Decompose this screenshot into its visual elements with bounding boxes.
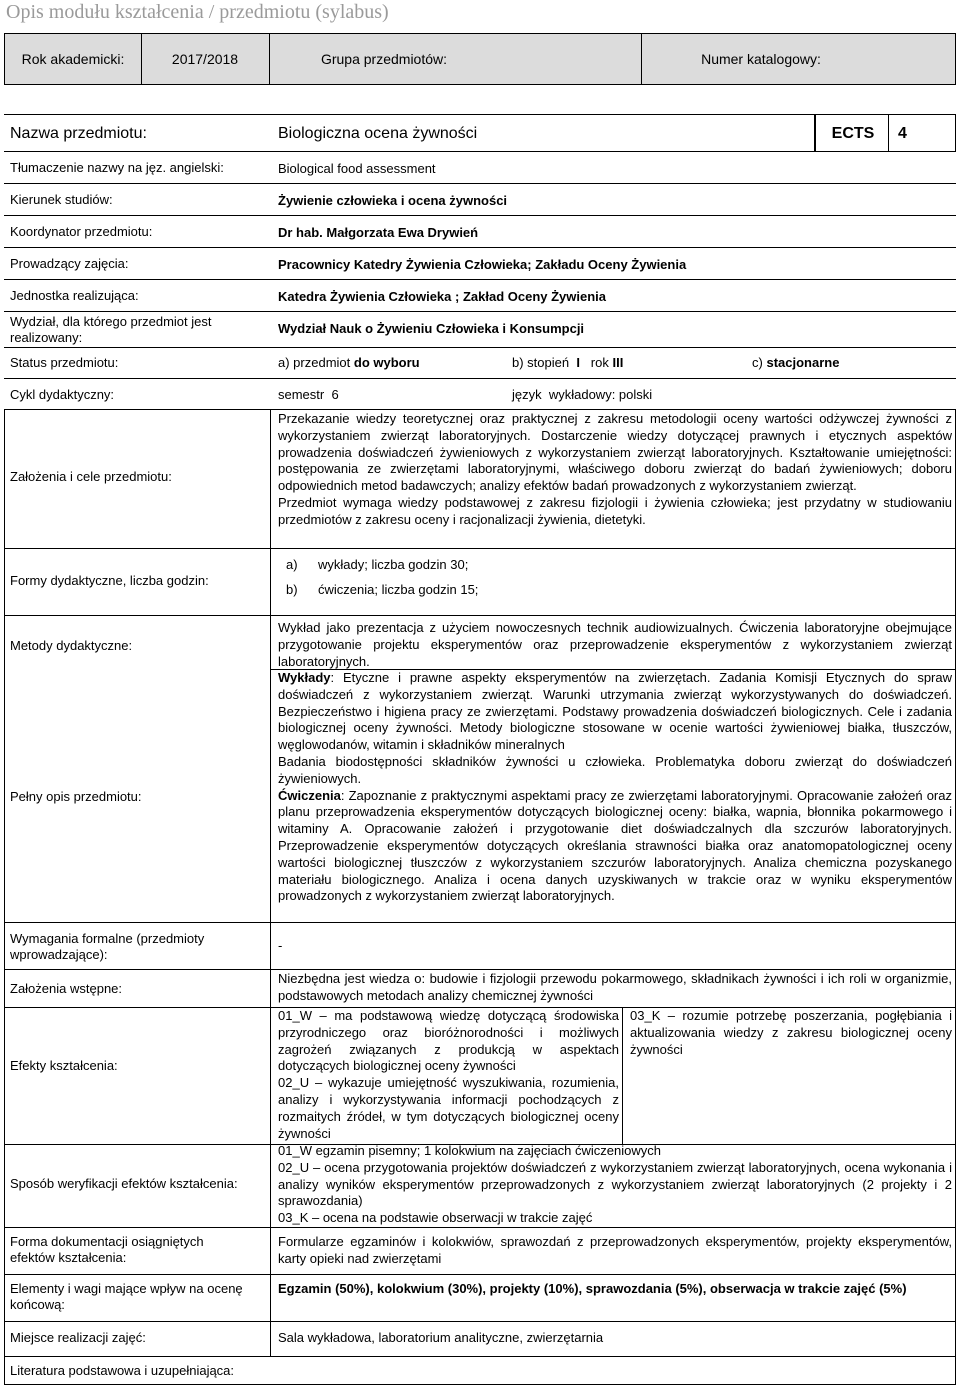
goals-paragraph-1: Przekazanie wiedzy teoretycznej oraz praktycznej z zakresu metodologii oceny wartości odżywczej żywności z wykorzystaniem zwierząt laboratoryjnych. Dostarczenie wiedzy dotyczącej prawnych i etycznych aspektów prowadzenia doświadczeń żywieniowych z wykorzystaniem zwierząt laboratoryjnych. Kształtowanie umiejętności: postępowania ze zwierzętami laboratoryjnymi, właściwego doboru zwierząt do badań żywieniowych; doboru odpowiednich metod badawczych; analizy efektów badań prowadzonych z wykorzystaniem zwierząt. xyxy=(278,411,952,494)
forms-item-b-text: ćwiczenia; liczba godzin 15; xyxy=(318,582,479,597)
outcome-03-k: 03_K – rozumie potrzebę poszerzania, pogłębiania i aktualizowania wiedzy z zakresu biologicznej oceny żywności xyxy=(630,1008,952,1057)
status-b-year: III xyxy=(612,355,624,370)
verification-label: Sposób weryfikacji efektów kształcenia: xyxy=(10,1176,238,1191)
status-b xyxy=(512,355,623,371)
forms-item-a-text: wykłady; liczba godzin 30; xyxy=(318,557,469,572)
documentation-label: Forma dokumentacji osiągniętych efektów kształcenia: xyxy=(10,1234,204,1266)
lectures-text: : Etyczne i prawne aspekty eksperymentów na zwierzętach. Zadania Komisji Etycznych do spraw doświadczeń z wykorzystaniem zwierząt. Warunki utrzymania zwierząt wykorzystywanych do doświadczeń. Bezpieczeństwo i higiena pracy ze zwierzętami. Podstawy prowadzenia doświadczeń biologicznych. Cele i zadania biologicznej oceny żywności. Metody biologiczne stosowane w ocenie wartości żywieniowej białka, tłuszczów, węglowodanów, witamin i składników mineralnych xyxy=(278,670,952,753)
outcome-02-u: 02_U – wykazuje umiejętność wyszukiwania, rozumienia, analizy i wykorzystywania informacji pochodzących z rozmaitych źródeł, w tym dotyczących biologicznej oceny żywności xyxy=(278,1075,619,1141)
full-description-text xyxy=(278,670,952,905)
verification-line-1: 01_W egzamin pisemny; 1 kolokwium na zajęciach ćwiczeniowych xyxy=(278,1143,661,1158)
learning-outcomes-left xyxy=(278,1008,619,1142)
literature-label: Literatura podstawowa i uzupełniająca: xyxy=(10,1363,235,1378)
location-label: Miejsce realizacji zajęć: xyxy=(10,1330,146,1345)
methods-label: Metody dydaktyczne: xyxy=(10,638,133,653)
status-label: Status przedmiotu: xyxy=(10,355,119,370)
ects-value: 4 xyxy=(898,125,907,142)
document-title: Opis modułu kształcenia / przedmiotu (sylabus) xyxy=(6,1,389,23)
subject-group-label: Grupa przedmiotów: xyxy=(320,51,448,67)
verification-line-2: 02_U – ocena przygotowania projektów doświadczeń z wykorzystaniem zwierząt laboratoryjnych, ocena wykonania i analizy wyników eksperymentów przeprowadzonych z wykorzystaniem zwierząt laboratoryjnych (2 projekty i 2 sprawozdania) xyxy=(278,1159,952,1209)
forms-item-a-letter: a) xyxy=(286,557,298,572)
info-label-unit: Jednostka realizująca: xyxy=(10,288,139,303)
subject-name-value: Biologiczna ocena żywności xyxy=(278,125,478,142)
prerequisites-label: Założenia wstępne: xyxy=(10,981,123,996)
documentation-value: Formularze egzaminów i kolokwiów, sprawozdań z przeprowadzonych eksperymentów, projekty eksperymentów, karty opieki nad zwierzętami xyxy=(278,1234,952,1266)
info-label-coordinator: Koordynator przedmiotu: xyxy=(10,224,153,239)
info-value-coordinator: Dr hab. Małgorzata Ewa Drywień xyxy=(278,225,479,240)
learning-outcomes-label: Efekty kształcenia: xyxy=(10,1058,118,1073)
status-c xyxy=(752,355,839,371)
verification-line-3: 03_K – ocena na podstawie obserwacji w trakcie zajęć xyxy=(278,1210,593,1226)
info-value-faculty: Wydział Nauk o Żywieniu Człowieka i Konsumpcji xyxy=(278,321,585,336)
formal-requirements-label: Wymagania formalne (przedmioty wprowadzające): xyxy=(10,931,205,963)
grading-value: Egzamin (50%), kolokwium (30%), projekty (10%), sprawozdania (5%), obserwacja w trakcie zajęć (5%) xyxy=(278,1281,907,1296)
info-value-teachers: Pracownicy Katedry Żywienia Człowieka; Zakładu Oceny Żywienia xyxy=(278,257,687,272)
location-value: Sala wykładowa, laboratorium analityczne, zwierzętarnia xyxy=(278,1330,604,1345)
goals-paragraph-2: Przedmiot wymaga wiedzy podstawowej z zakresu fizjologii i żywienia człowieka; jest przydatny w studiowaniu przedmiotów z zakresu oceny i racjonalizacji żywienia, dietetyki. xyxy=(278,494,952,527)
ects-label: ECTS xyxy=(831,125,875,142)
academic-year-label: Rok akademicki: xyxy=(21,51,125,67)
exercises-text: : Zapoznanie z praktycznymi aspektami pracy ze zwierzętami laboratoryjnymi. Opracowanie założeń oraz planu przeprowadzenia eksperymentów dotyczących biologicznej oceny: białka, wapnia, błonnika pokarmowego i witaminy A. Opracowanie założeń i przygotowanie diet doświadczalnych dla szczurów laboratoryjnych. Przeprowadzenie eksperymentów dotyczących określania strawności białka oraz anatomopatologicznej oceny wartości biologicznej tłuszczów z wykorzystaniem szczurów laboratoryjnych. Analiza chemiczna pozyskanego materiału biologicznego. Analiza i ocena danych uzyskiwanych w trakcie oraz w wyniku eksperymentów prowadzonych z wykorzystaniem zwierząt laboratoryjnych. xyxy=(278,787,952,904)
full-description-label: Pełny opis przedmiotu: xyxy=(10,789,142,804)
outcome-01-w: 01_W – ma podstawową wiedzę dotyczącą środowiska przyrodniczego oraz bioróżnorodności i możliwych zagrożeń związanych z produkcją w aspektach dotyczących biologicznej oceny żywności xyxy=(278,1008,619,1074)
forms-item-b-letter: b) xyxy=(286,582,298,597)
info-value-unit: Katedra Żywienia Człowieka ; Zakład Oceny Żywienia xyxy=(278,289,607,304)
info-value-field: Żywienie człowieka i ocena żywności xyxy=(278,193,508,208)
formal-requirements-value: - xyxy=(278,938,283,953)
status-c-prefix: c) xyxy=(752,355,763,370)
status-b-prefix: b) stopień xyxy=(512,355,570,370)
info-label-faculty: Wydział, dla którego przedmiot jest realizowany: xyxy=(10,314,212,346)
status-b-year-label: rok xyxy=(590,355,609,370)
subject-name-label: Nazwa przedmiotu: xyxy=(10,125,147,142)
exercises-heading: Ćwiczenia xyxy=(278,787,341,803)
info-value-translation: Biological food assessment xyxy=(278,161,436,176)
forms-label: Formy dydaktyczne, liczba godzin: xyxy=(10,573,209,588)
cycle-semester: semestr 6 xyxy=(278,387,339,402)
methods-text: Wykład jako prezentacja z użyciem nowoczesnych technik audiowizualnych. Ćwiczenia laboratoryjne obejmujące przygotowanie projektu eksperymentów oraz przeprowadzenie eksperymentów z wykorzystaniem zwierząt laboratoryjnych. xyxy=(278,620,952,669)
grading-label: Elementy i wagi mające wpływ na ocenę końcową: xyxy=(10,1281,243,1313)
learning-outcomes-right xyxy=(630,1008,952,1058)
lectures-paragraph xyxy=(278,670,952,754)
goals-label: Założenia i cele przedmiotu: xyxy=(10,469,172,484)
cycle-language: język wykładowy: polski xyxy=(512,387,653,402)
forms-item-a xyxy=(286,557,468,573)
info-label-teachers: Prowadzący zajęcia: xyxy=(10,256,129,271)
lectures-heading: Wykłady xyxy=(278,670,331,685)
verification-text xyxy=(278,1143,952,1227)
header-box xyxy=(4,33,956,85)
prerequisites-value: Niezbędna jest wiedza o: budowie i fizjologii przewodu pokarmowego, składnikach żywności i ich roli w organizmie, podstawowych metodach analizy chemicznej żywności xyxy=(278,971,952,1003)
status-a-prefix: a) przedmiot xyxy=(278,355,351,370)
goals-text xyxy=(278,411,952,529)
status-a xyxy=(278,355,420,371)
exercises-paragraph xyxy=(278,788,952,906)
academic-year-value: 2017/2018 xyxy=(171,51,239,67)
catalog-number-label: Numer katalogowy: xyxy=(701,51,821,67)
lectures-paragraph-2: Badania biodostępności składników żywności u człowieka. Problematyka doboru zwierząt do doświadczeń żywieniowych. xyxy=(278,753,952,786)
status-a-value: do wyboru xyxy=(353,355,420,370)
info-label-translation: Tłumaczenie nazwy na jęz. angielski: xyxy=(10,160,224,175)
status-c-value: stacjonarne xyxy=(766,355,840,370)
status-b-degree: I xyxy=(576,355,580,370)
forms-item-b xyxy=(286,582,478,598)
cycle-label: Cykl dydaktyczny: xyxy=(10,387,115,402)
info-label-field: Kierunek studiów: xyxy=(10,192,113,207)
